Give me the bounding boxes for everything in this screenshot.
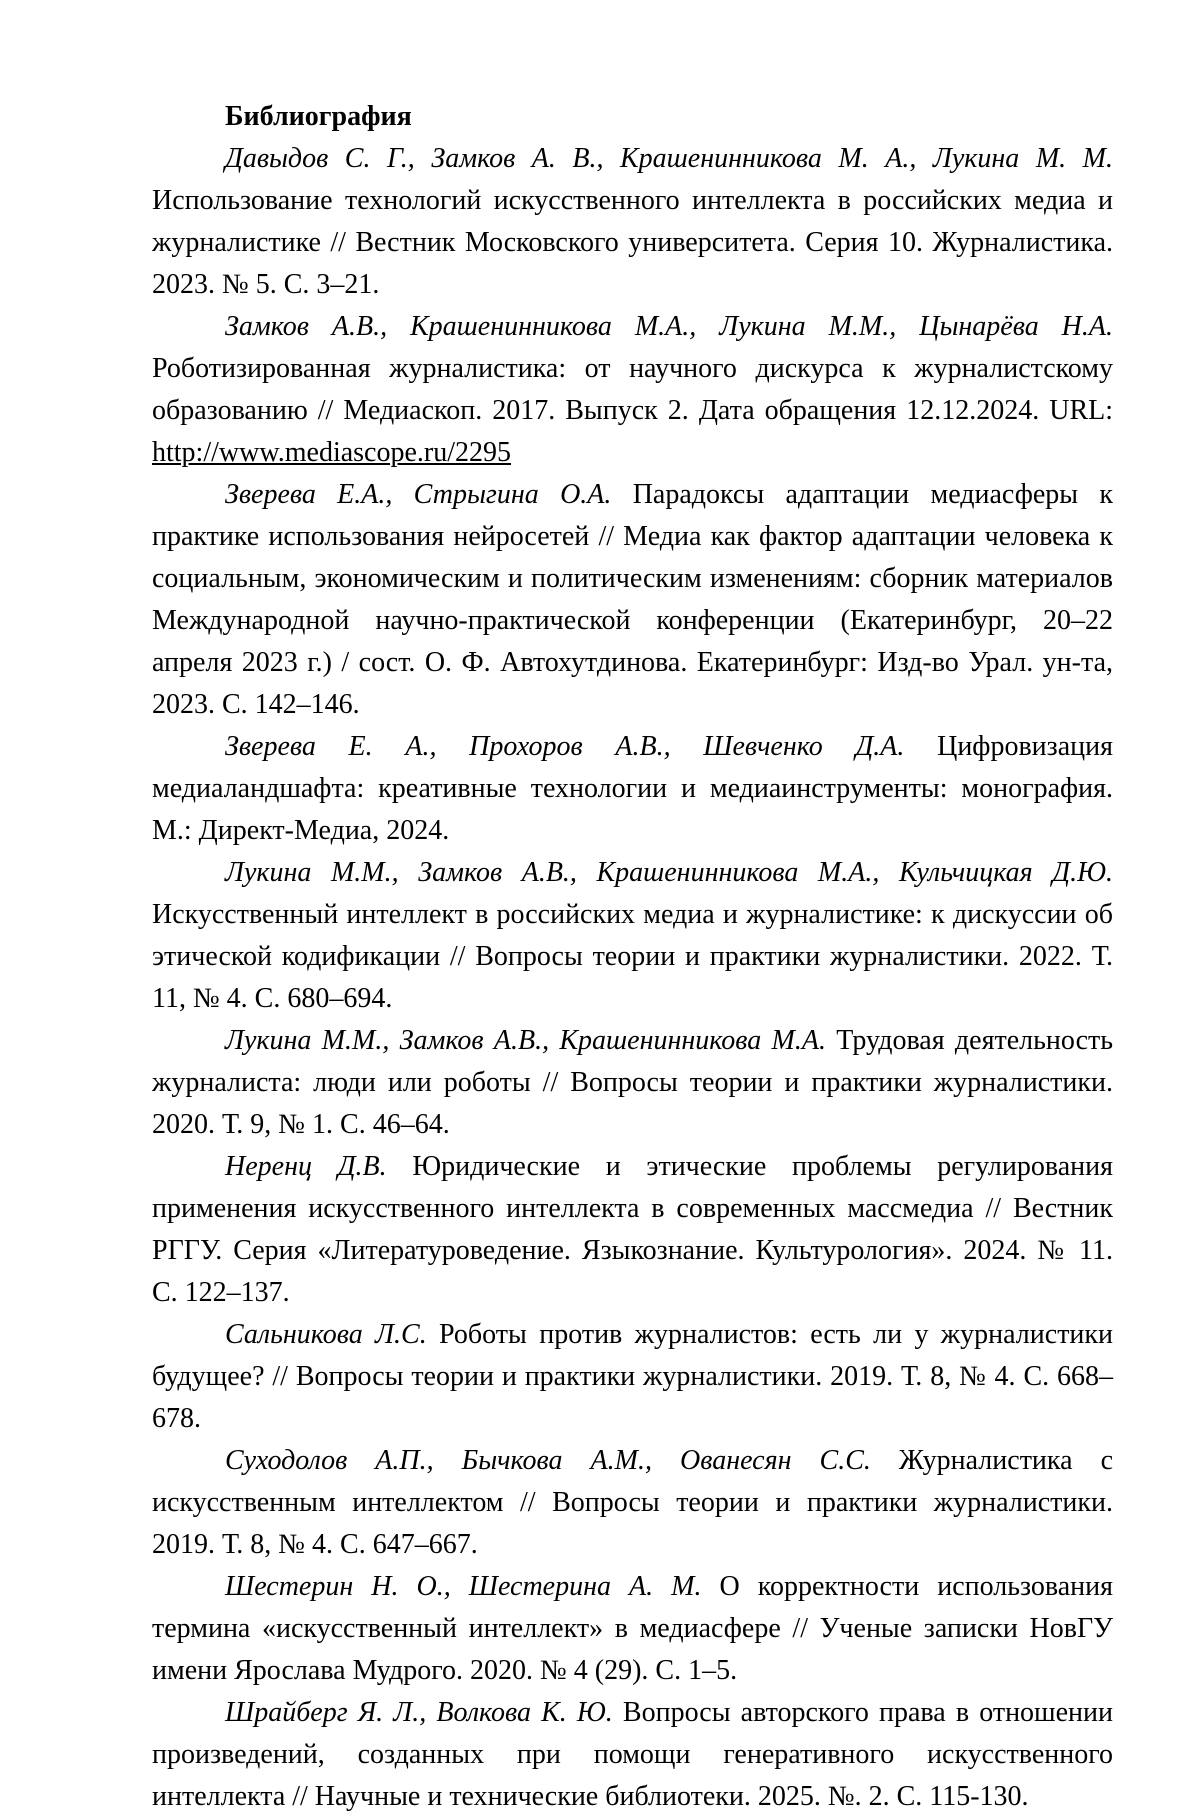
- entry-text: Цифровизация медиаландшафта: креативные технологии и медиаинструменты: монография. М.: Директ-Медиа, 2024.: [152, 731, 1113, 846]
- entry-authors: Сальникова Л.С.: [225, 1319, 427, 1350]
- entry-text: О корректности использования термина «искусственный интеллект» в медиасфере // Ученые записки НовГУ имени Ярослава Мудрого. 2020. № 4 (29). С. 1–5.: [152, 1571, 1113, 1686]
- bibliography-entry: [152, 1314, 1113, 1440]
- entry-text: Искусственный интеллект в российских медиа и журналистике: к дискуссии об этической кодификации // Вопросы теории и практики журналистики. 2022. Т. 11, № 4. С. 680–694.: [152, 899, 1113, 1014]
- bibliography-entry: [152, 1146, 1113, 1314]
- entry-authors: Зверева Е. А., Прохоров А.В., Шевченко Д.А.: [225, 731, 905, 762]
- entry-text: Вопросы авторского права в отношении произведений, созданных при помощи генеративного искусственного интеллекта // Научные и технические библиотеки. 2025. №. 2. С. 115-130.: [152, 1697, 1113, 1812]
- entry-authors: Неренц Д.В.: [225, 1151, 387, 1182]
- bibliography-entry: [152, 138, 1113, 306]
- entry-authors: Замков А.В., Крашенинникова М.А., Лукина М.М., Цынарёва Н.А.: [225, 311, 1113, 342]
- entry-text: Трудовая деятельность журналиста: люди или роботы // Вопросы теории и практики журналистики. 2020. Т. 9, № 1. С. 46–64.: [152, 1025, 1113, 1140]
- entry-text: Использование технологий искусственного интеллекта в российских медиа и журналистике // Вестник Московского университета. Серия 10. Журналистика. 2023. № 5. С. 3–21.: [152, 185, 1113, 300]
- entry-text: Журналистика с искусственным интеллектом // Вопросы теории и практики журналистики. 2019. Т. 8, № 4. С. 647–667.: [152, 1445, 1113, 1560]
- bibliography-entry: [152, 306, 1113, 474]
- entry-authors: Шестерин Н. О., Шестерина А. М.: [225, 1571, 702, 1602]
- entry-authors: Лукина М.М., Замков А.В., Крашенинникова М.А., Кульчицкая Д.Ю.: [225, 857, 1113, 888]
- entry-authors: Зверева Е.А., Стрыгина О.А.: [225, 479, 612, 510]
- bibliography-heading: Библиография: [225, 101, 412, 132]
- bibliography-entry: [152, 1440, 1113, 1566]
- bibliography-entry: [152, 1020, 1113, 1146]
- url-link[interactable]: http://www.mediascope.ru/2295: [152, 437, 512, 468]
- entry-text: Роботы против журналистов: есть ли у журналистики будущее? // Вопросы теории и практики журналистики. 2019. Т. 8, № 4. С. 668–678.: [152, 1319, 1114, 1434]
- bibliography-list: [152, 138, 1113, 1818]
- bibliography-entry: [152, 1566, 1113, 1692]
- bibliography-entry: [152, 1692, 1113, 1818]
- bibliography-entry: [152, 852, 1113, 1020]
- entry-text: Парадоксы адаптации медиасферы к практике использования нейросетей // Медиа как фактор адаптации человека к социальным, экономическим и политическим изменениям: сборник материалов Международной научно-практической конференции (Екатеринбург, 20–22 апреля 2023 г.) / сост. О. Ф. Автохутдинова. Екатеринбург: Изд-во Урал. ун-та, 2023. С. 142–146.: [152, 479, 1113, 720]
- entry-authors: Лукина М.М., Замков А.В., Крашенинникова М.А.: [225, 1025, 826, 1056]
- entry-authors: Давыдов С. Г., Замков А. В., Крашенинникова М. А., Лукина М. М.: [225, 143, 1113, 174]
- entry-authors: Шрайберг Я. Л., Волкова К. Ю.: [225, 1697, 613, 1728]
- bibliography-entry: [152, 726, 1113, 852]
- document-body: [152, 96, 1113, 1818]
- bibliography-entry: [152, 474, 1113, 726]
- entry-authors: Суходолов А.П., Бычкова А.М., Ованесян С.С.: [225, 1445, 871, 1476]
- entry-text: Юридические и этические проблемы регулирования применения искусственного интеллекта в современных массмедиа // Вестник РГГУ. Серия «Литературоведение. Языкознание. Культурология». 2024. № 11. С. 122–137.: [152, 1151, 1114, 1308]
- entry-text: Роботизированная журналистика: от научного дискурса к журналистскому образованию // Медиаскоп. 2017. Выпуск 2. Дата обращения 12.12.2024. URL:: [152, 353, 1113, 426]
